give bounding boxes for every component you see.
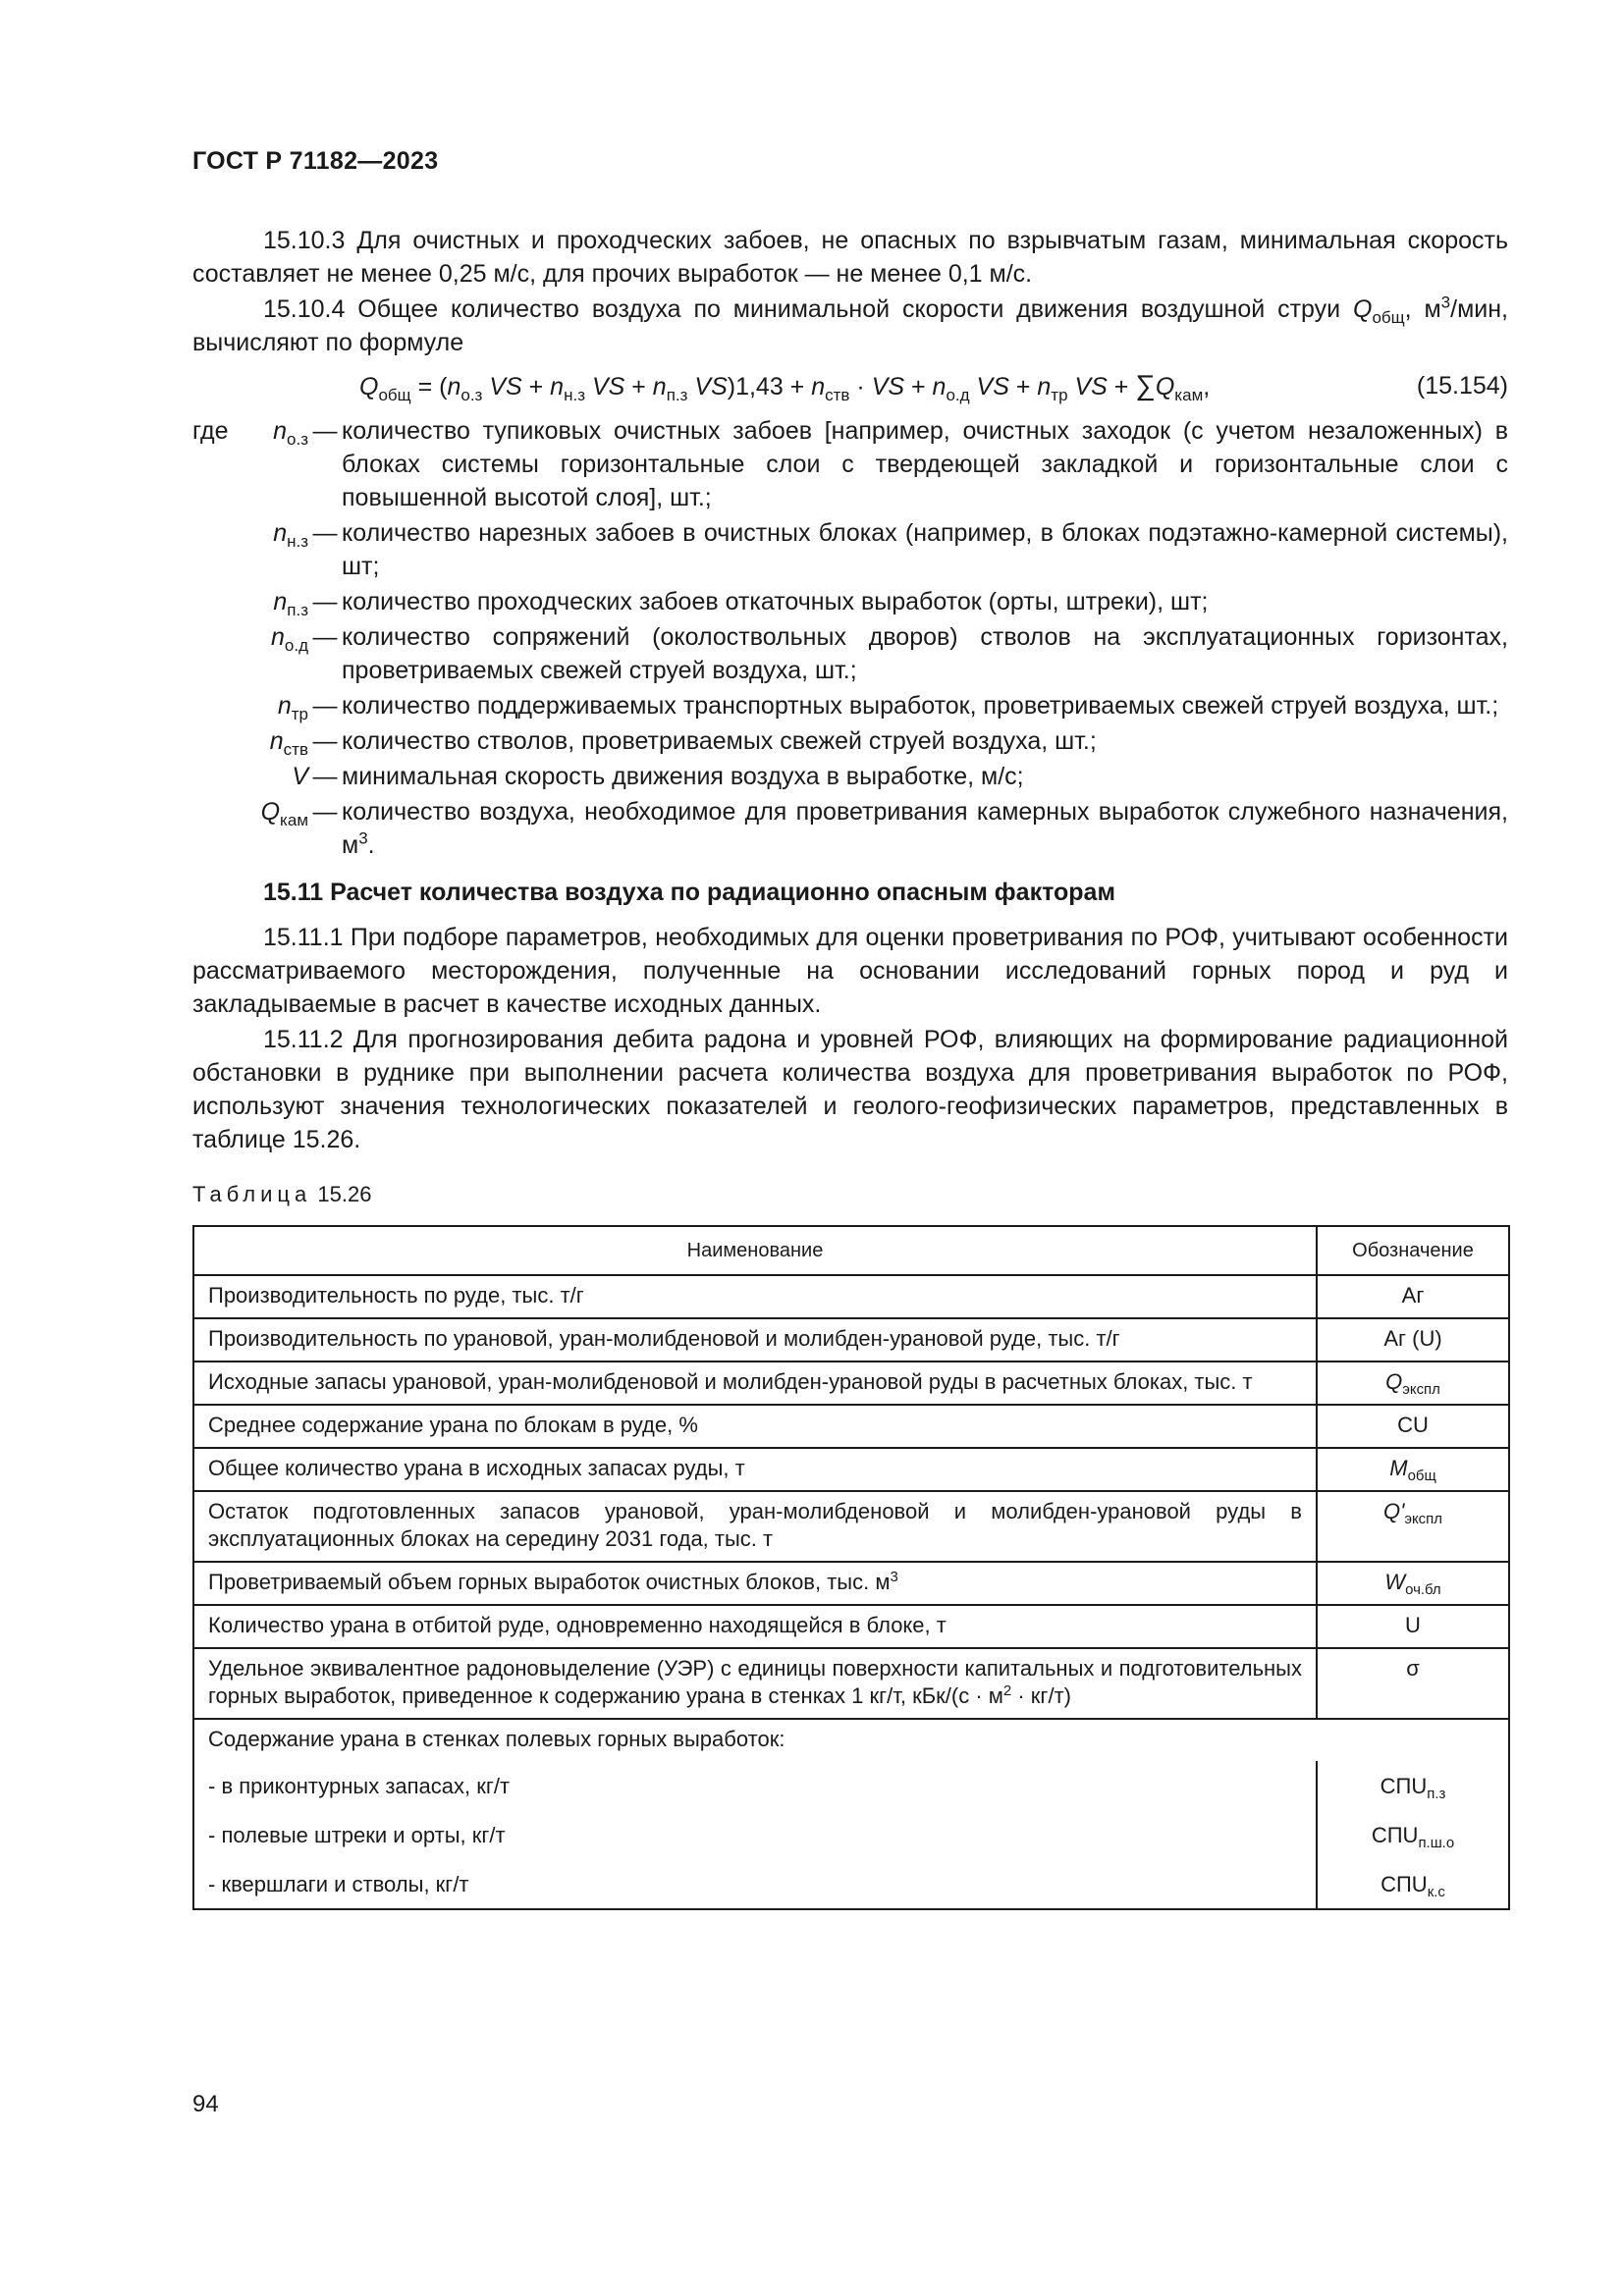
where-item: V — минимальная скорость движения воздуха в выработке, м/с; [192,760,1508,793]
table-subrow: - полевые штреки и орты, кг/т $СПU_{п.ш.о}$ [193,1810,1509,1859]
table-subrow: - квершлаги и стволы, кг/т $СПU_{к.с}$ [193,1859,1509,1909]
where-definition: количество воздуха, необходимое для проветривания камерных выработок служебного назначения, $м^3$. [342,798,1508,859]
where-definition: количество поддерживаемых транспортных выработок, проветриваемых свежей струей воздуха, шт.; [342,692,1499,720]
where-symbol: $n_{н.з}$ [273,519,308,551]
column-header-symbol: Обозначение [1317,1226,1509,1275]
paragraph-15-10-3: 15.10.3 Для очистных и проходческих забоев, не опасных по взрывчатым газам, минимальная скорость составляет не менее 0,25 м/с, для прочих выработок — не менее 0,1 м/с. [192,227,1508,288]
table-group-header: Содержание урана в стенках полевых горных выработок: [193,1719,1509,1761]
where-item: $n_{ств}$ — количество стволов, проветриваемых свежей струей воздуха, шт.; [192,724,1508,758]
where-definition: количество проходческих забоев откаточных выработок (орты, штреки), шт; [342,588,1209,615]
parameters-table [192,1225,1510,1910]
table-row: Количество урана в отбитой руде, одновременно находящейся в блоке, т U [193,1605,1509,1648]
table-row: Общее количество урана в исходных запасах руды, т $M_{общ}$ [193,1448,1509,1491]
document-header: ГОСТ Р 71182—2023 [192,147,439,175]
where-symbol: V [292,763,308,790]
table-header-row [193,1226,1509,1275]
where-item: $n_{о.д}$ — количество сопряжений (околоствольных дворов) стволов на эксплуатационных горизонтах, проветриваемых свежей струей воздуха, шт.; [192,620,1508,687]
where-symbol: $Q_{кам}$ [260,798,308,829]
formula-body: $Q_{общ} = (n_{о.з}$ VS + $n_{н.з}$ VS + $n_{п.з}$ $VS)1,43 + n_{ств}$ · VS + $n_{о.д}$ VS + $n_{тр}$ VS + $\sum Q_{кам}$, [359,370,1211,404]
where-item: $Q_{кам}$ — количество воздуха, необходимое для проветривания камерных выработок служебного назначения, $м^3$. [192,795,1508,862]
where-item: где $n_{о.з}$ — количество тупиковых очистных забоев [например, очистных заходок (с учетом незаложенных) в блоках системы горизонтальные слои с твердеющей закладкой и горизонтальные слои с повышенной высотой слоя], шт.; [192,414,1508,514]
where-symbol: $n_{тр}$ [277,692,308,723]
where-symbol: $n_{п.з}$ [273,588,308,619]
page-number: 94 [192,2091,219,2117]
paragraph-15-11-1: 15.11.1 При подборе параметров, необходимых для оценки проветривания по РОФ, учитывают особенности рассматриваемого месторождения, полученные на основании исследований горных пород и руд и закладываемые в расчет в качестве исходных данных. [192,924,1508,1018]
table-row: Исходные запасы урановой, уран-молибденовой и молибден-урановой руды в расчетных блоках, тыс. т $Q_{экспл}$ [193,1362,1509,1405]
table-row: Среднее содержание урана по блокам в руде, % CU [193,1405,1509,1448]
paragraph-15-11-2: 15.11.2 Для прогнозирования дебита радона и уровней РОФ, влияющих на формирование радиационной обстановки в руднике при выполнении расчета количества воздуха для проветривания выработок по РОФ, используют значения технологических показателей и геолого-геофизических параметров, представленных в таблице 15.26. [192,1026,1508,1153]
paragraph-15-10-4: 15.10.4 Общее количество воздуха по минимальной скорости движения воздушной струи $Q_{общ}$, $м^3$/мин, вычисляют по формуле [192,293,1508,356]
section-title: 15.11 Расчет количества воздуха по радиационно опасным факторам [263,879,1115,906]
where-list [192,414,1508,862]
page-content [192,224,1508,1910]
where-definition: количество стволов, проветриваемых свежей струей воздуха, шт.; [342,727,1097,755]
where-symbol: $n_{о.д}$ [270,623,308,655]
where-definition: минимальная скорость движения воздуха в выработке, м/с; [342,763,1024,790]
table-row: Проветриваемый объем горных выработок очистных блоков, тыс. $м^3$ $W_{оч.бл}$ [193,1562,1509,1605]
table-row: Производительность по урановой, уран-молибденовой и молибден-урановой руде, тыс. т/г Аг (U) [193,1318,1509,1362]
where-item: $n_{п.з}$ — количество проходческих забоев откаточных выработок (орты, штреки), шт; [192,585,1508,618]
where-item: $n_{н.з}$ — количество нарезных забоев в очистных блоках (например, в блоках подэтажно-камерной системы), шт; [192,516,1508,583]
formula-15-154 [192,369,1508,406]
column-header-name: Наименование [193,1226,1317,1275]
where-item: $n_{тр}$ — количество поддерживаемых транспортных выработок, проветриваемых свежей струей воздуха, шт.; [192,689,1508,722]
table-subrow: - в приконтурных запасах, кг/т $СПU_{п.з}$ [193,1761,1509,1810]
where-definition: количество нарезных забоев в очистных блоках (например, в блоках подэтажно-камерной системы), шт; [342,519,1508,580]
where-symbol: где $n_{о.з}$ [192,414,308,514]
table-row: Удельное эквивалентное радоновыделение (УЭР) с единицы поверхности капитальных и подготовительных горных выработок, приведенное к содержанию урана в стенках 1 кг/т, $кБк/(с \cdot м^2 \cdot кг/т)$ σ [193,1648,1509,1719]
table-row: Остаток подготовленных запасов урановой, уран-молибденовой и молибден-урановой руды в эксплуатационных блоках на середину 2031 года, тыс. т $Q'_{экспл}$ [193,1491,1509,1562]
where-definition: количество тупиковых очистных забоев [например, очистных заходок (с учетом незаложенных) в блоках системы горизонтальные слои с твердеющей закладкой и горизонтальные слои с повышенной высотой слоя], шт.; [342,417,1508,511]
table-caption: Таблица 15.26 [192,1182,372,1206]
where-symbol: $n_{ств}$ [269,727,308,759]
formula-number: (15.154) [1416,372,1508,400]
where-definition: количество сопряжений (околоствольных дворов) стволов на эксплуатационных горизонтах, проветриваемых свежей струей воздуха, шт.; [342,623,1508,684]
where-lead: где [192,417,229,445]
table-row: Производительность по руде, тыс. т/г Аг [193,1275,1509,1318]
